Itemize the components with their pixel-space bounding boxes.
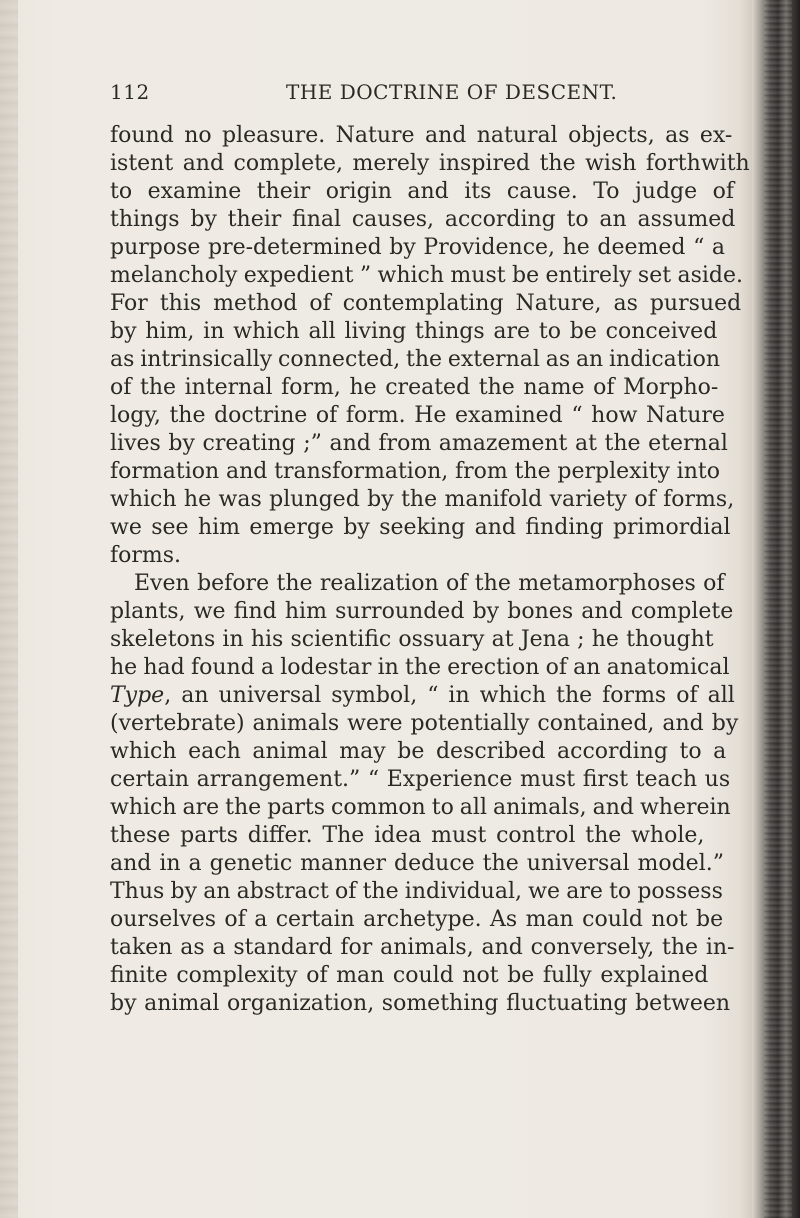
text-line: For this method of contemplating Nature, as pursued bbox=[110, 291, 742, 316]
running-head bbox=[110, 80, 720, 110]
text-line: finite complexity of man could not be fully explained bbox=[110, 963, 709, 988]
text-line: formation and transformation, from the perplexity into bbox=[110, 459, 720, 484]
text-line: of the internal form, he created the name of Morpho- bbox=[110, 375, 719, 400]
text-line bbox=[110, 682, 750, 710]
text-line: we see him emerge by seeking and finding primordial bbox=[110, 515, 731, 540]
text-line: melancholy expedient ” which must be entirely set aside. bbox=[110, 263, 744, 288]
running-title: THE DOCTRINE OF DESCENT. bbox=[286, 80, 618, 104]
text-line: found no pleasure. Nature and natural objects, as ex- bbox=[110, 123, 733, 148]
body-text bbox=[110, 122, 750, 1018]
text-line: which are the parts common to all animals, and wherein bbox=[110, 795, 731, 820]
text-line: Even before the realization of the metamorphoses of bbox=[134, 571, 725, 596]
text-line: purpose pre-determined by Providence, he deemed “ a bbox=[110, 235, 726, 260]
text-line: certain arrangement.” “ Experience must first teach us bbox=[110, 767, 731, 792]
text-line: lives by creating ;” and from amazement at the eternal bbox=[110, 431, 728, 456]
text-line: taken as a standard for animals, and conversely, the in- bbox=[110, 935, 735, 960]
text-line: istent and complete, merely inspired the wish forthwith bbox=[110, 151, 750, 176]
text-line: ourselves of a certain archetype. As man could not be bbox=[110, 907, 724, 932]
page-left-edge bbox=[0, 0, 18, 1218]
page-number: 112 bbox=[110, 80, 150, 104]
italic-type: Type bbox=[110, 683, 165, 708]
text-line: by him, in which all living things are to be conceived bbox=[110, 319, 718, 344]
text-line: things by their final causes, according to an assumed bbox=[110, 207, 736, 232]
text-line: by animal organization, something fluctuating between bbox=[110, 991, 731, 1016]
book-spine-edge bbox=[752, 0, 800, 1218]
text-line: to examine their origin and its cause. To judge of bbox=[110, 179, 735, 204]
text-line-rest: , an universal symbol, “ in which the forms of all bbox=[164, 683, 735, 708]
text-line: plants, we find him surrounded by bones and complete bbox=[110, 599, 734, 624]
text-line: he had found a lodestar in the erection of an anatomical bbox=[110, 655, 730, 680]
text-line: these parts differ. The idea must control the whole, bbox=[110, 823, 705, 848]
text-line: Thus by an abstract of the individual, we are to possess bbox=[110, 879, 723, 904]
text-line: forms. bbox=[110, 543, 182, 568]
text-line: logy, the doctrine of form. He examined “ how Nature bbox=[110, 403, 725, 428]
text-line: (vertebrate) animals were potentially contained, and by bbox=[110, 711, 739, 736]
text-line: which he was plunged by the manifold variety of forms, bbox=[110, 487, 735, 512]
text-line: and in a genetic manner deduce the universal model.” bbox=[110, 851, 724, 876]
text-line: as intrinsically connected, the external as an indication bbox=[110, 347, 721, 372]
text-line: which each animal may be described according to a bbox=[110, 739, 727, 764]
text-line: skeletons in his scientific ossuary at Jena ; he thought bbox=[110, 627, 714, 652]
